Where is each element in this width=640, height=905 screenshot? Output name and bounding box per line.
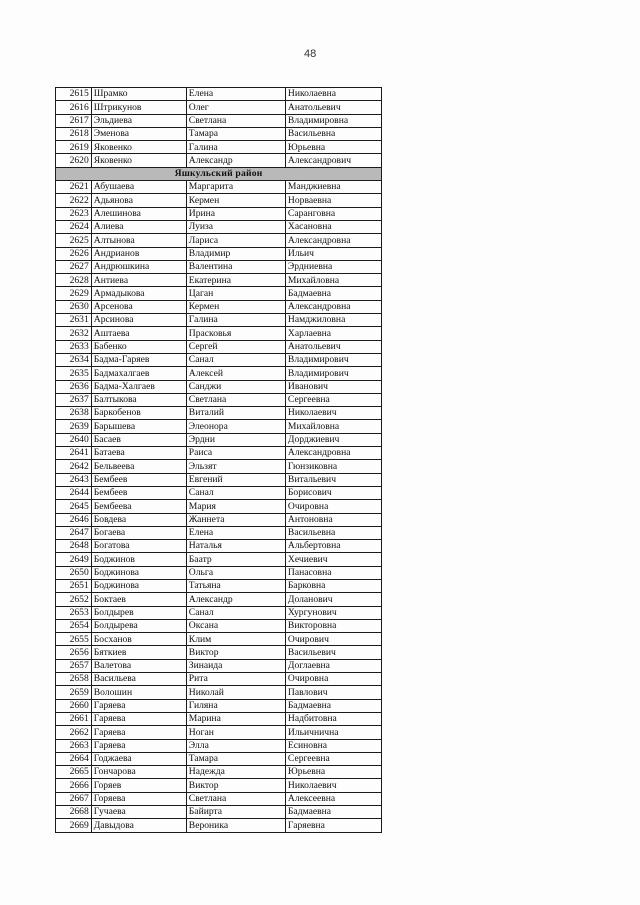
table-row [56,207,382,220]
last-name: Боктаев [91,593,186,606]
table-row [56,433,382,446]
table-row [56,393,382,406]
last-name: Бовдева [91,513,186,526]
record-number: 2620 [56,154,92,167]
table-row [56,553,382,566]
table-row [56,340,382,353]
record-number: 2635 [56,367,92,380]
record-number: 2643 [56,473,92,486]
last-name: Яковенко [91,154,186,167]
record-number: 2651 [56,579,92,592]
table-row [56,566,382,579]
table-row [56,353,382,366]
patronymic: Есиновна [285,739,381,752]
patronymic: Намджиловна [285,314,381,327]
section-title: Яшкульский район [56,167,382,180]
table-row [56,500,382,513]
record-number: 2662 [56,726,92,739]
patronymic: Очирович [285,633,381,646]
first-name: Евгений [186,473,285,486]
table-row [56,127,382,140]
table-row [56,220,382,233]
record-number: 2654 [56,619,92,632]
record-number: 2627 [56,260,92,273]
first-name: Оксана [186,619,285,632]
first-name: Гиляна [186,699,285,712]
last-name: Гончарова [91,766,186,779]
patronymic: Сергеевна [285,393,381,406]
record-number: 2633 [56,340,92,353]
table-row [56,526,382,539]
record-number: 2623 [56,207,92,220]
last-name: Барышева [91,420,186,433]
table-row [56,367,382,380]
patronymic: Иванович [285,380,381,393]
first-name: Елена [186,526,285,539]
patronymic: Бадмаевна [285,806,381,819]
patronymic: Анатольевич [285,340,381,353]
table-row [56,593,382,606]
record-number: 2618 [56,127,92,140]
record-number: 2637 [56,393,92,406]
patronymic: Хургунович [285,606,381,619]
record-number: 2658 [56,673,92,686]
record-number: 2656 [56,646,92,659]
first-name: Александр [186,154,285,167]
last-name: Андрианов [91,247,186,260]
patronymic: Сергеевна [285,752,381,765]
patronymic: Николаевич [285,407,381,420]
first-name: Санал [186,606,285,619]
patronymic: Норваевна [285,194,381,207]
first-name: Раиса [186,447,285,460]
record-number: 2619 [56,141,92,154]
table-row [56,699,382,712]
table-row [56,686,382,699]
patronymic: Викторовна [285,619,381,632]
record-number: 2661 [56,712,92,725]
table-row [56,234,382,247]
first-name: Марина [186,712,285,725]
patronymic: Алексеевна [285,792,381,805]
record-number: 2638 [56,407,92,420]
record-number: 2655 [56,633,92,646]
last-name: Бабенко [91,340,186,353]
last-name: Бельвеева [91,460,186,473]
last-name: Эменова [91,127,186,140]
table-row [56,659,382,672]
table-row [56,673,382,686]
patronymic: Васильевна [285,127,381,140]
patronymic: Гаряевна [285,819,381,832]
last-name: Бембеев [91,486,186,499]
last-name: Батаева [91,447,186,460]
patronymic: Владимирович [285,367,381,380]
patronymic: Очировна [285,673,381,686]
patronymic: Владимировна [285,114,381,127]
last-name: Алешинова [91,207,186,220]
last-name: Богаева [91,526,186,539]
record-number: 2647 [56,526,92,539]
table-row [56,141,382,154]
first-name: Галина [186,141,285,154]
first-name: Алексей [186,367,285,380]
table-row [56,274,382,287]
first-name: Кермен [186,300,285,313]
record-number: 2667 [56,792,92,805]
first-name: Татьяна [186,579,285,592]
last-name: Васильева [91,673,186,686]
table-row [56,154,382,167]
record-number: 2639 [56,420,92,433]
table-row [56,247,382,260]
first-name: Санал [186,486,285,499]
table-row [56,486,382,499]
record-number: 2629 [56,287,92,300]
table-row [56,407,382,420]
first-name: Елена [186,88,285,101]
first-name: Элла [186,739,285,752]
last-name: Горяев [91,779,186,792]
last-name: Боджинова [91,579,186,592]
last-name: Баркобенов [91,407,186,420]
first-name: Маргарита [186,181,285,194]
record-number: 2648 [56,540,92,553]
record-number: 2625 [56,234,92,247]
table-row [56,300,382,313]
first-name: Светлана [186,393,285,406]
first-name: Кермен [186,194,285,207]
patronymic: Дорджиевич [285,433,381,446]
last-name: Бадмахалгаев [91,367,186,380]
first-name: Светлана [186,114,285,127]
table-row [56,420,382,433]
first-name: Екатерина [186,274,285,287]
record-number: 2622 [56,194,92,207]
last-name: Басаев [91,433,186,446]
record-number: 2630 [56,300,92,313]
first-name: Ирина [186,207,285,220]
last-name: Болдырева [91,619,186,632]
last-name: Босханов [91,633,186,646]
patronymic: Анатольевич [285,101,381,114]
registry-table-body [56,88,382,833]
table-row [56,819,382,832]
table-row [56,739,382,752]
patronymic: Барковна [285,579,381,592]
patronymic: Хасановна [285,220,381,233]
table-row [56,646,382,659]
last-name: Давыдова [91,819,186,832]
last-name: Абушаева [91,181,186,194]
first-name: Виталий [186,407,285,420]
record-number: 2653 [56,606,92,619]
first-name: Лариса [186,234,285,247]
record-number: 2621 [56,181,92,194]
last-name: Шрамко [91,88,186,101]
last-name: Годжаева [91,752,186,765]
last-name: Балтыкова [91,393,186,406]
table-row [56,447,382,460]
table-row [56,88,382,101]
first-name: Александр [186,593,285,606]
first-name: Наталья [186,540,285,553]
patronymic: Александрович [285,154,381,167]
last-name: Бадма-Гаряев [91,353,186,366]
record-number: 2642 [56,460,92,473]
first-name: Зинаида [186,659,285,672]
table-row [56,380,382,393]
last-name: Боджинов [91,553,186,566]
patronymic: Очировна [285,500,381,513]
table-row [56,792,382,805]
record-number: 2634 [56,353,92,366]
last-name: Алтынова [91,234,186,247]
patronymic: Павлович [285,686,381,699]
table-row [56,513,382,526]
last-name: Яковенко [91,141,186,154]
first-name: Ольга [186,566,285,579]
first-name: Тамара [186,127,285,140]
table-row [56,473,382,486]
patronymic: Александровна [285,300,381,313]
first-name: Светлана [186,792,285,805]
first-name: Виктор [186,779,285,792]
table-row [56,633,382,646]
table-row [56,194,382,207]
first-name: Сергей [186,340,285,353]
patronymic: Ильичнична [285,726,381,739]
first-name: Жаннета [186,513,285,526]
first-name: Николай [186,686,285,699]
patronymic: Николаевна [285,88,381,101]
record-number: 2624 [56,220,92,233]
first-name: Эльзят [186,460,285,473]
record-number: 2666 [56,779,92,792]
record-number: 2631 [56,314,92,327]
patronymic: Александровна [285,447,381,460]
first-name: Элеонора [186,420,285,433]
record-number: 2646 [56,513,92,526]
last-name: Андрюшкина [91,260,186,273]
record-number: 2615 [56,88,92,101]
patronymic: Надбитовна [285,712,381,725]
record-number: 2616 [56,101,92,114]
last-name: Гучаева [91,806,186,819]
last-name: Богатова [91,540,186,553]
first-name: Байирта [186,806,285,819]
record-number: 2626 [56,247,92,260]
last-name: Антиева [91,274,186,287]
patronymic: Михайловна [285,420,381,433]
table-row [56,101,382,114]
last-name: Волошин [91,686,186,699]
last-name: Арсинова [91,314,186,327]
patronymic: Панасовна [285,566,381,579]
patronymic: Антоновна [285,513,381,526]
record-number: 2664 [56,752,92,765]
first-name: Надежда [186,766,285,779]
patronymic: Доглаевна [285,659,381,672]
last-name: Алиева [91,220,186,233]
record-number: 2657 [56,659,92,672]
patronymic: Васильевич [285,646,381,659]
patronymic: Михайловна [285,274,381,287]
first-name: Тамара [186,752,285,765]
table-row [56,114,382,127]
last-name: Бембеева [91,500,186,513]
first-name: Эрдни [186,433,285,446]
first-name: Рита [186,673,285,686]
record-number: 2649 [56,553,92,566]
patronymic: Александровна [285,234,381,247]
record-number: 2617 [56,114,92,127]
table-row [56,806,382,819]
last-name: Горяева [91,792,186,805]
record-number: 2665 [56,766,92,779]
last-name: Штрикунов [91,101,186,114]
first-name: Клим [186,633,285,646]
last-name: Гаряева [91,699,186,712]
first-name: Галина [186,314,285,327]
patronymic: Манджиевна [285,181,381,194]
last-name: Бембеев [91,473,186,486]
patronymic: Хечиевич [285,553,381,566]
record-number: 2636 [56,380,92,393]
first-name: Виктор [186,646,285,659]
record-number: 2660 [56,699,92,712]
table-row [56,712,382,725]
record-number: 2668 [56,806,92,819]
patronymic: Альбертовна [285,540,381,553]
registry-table [55,87,382,833]
record-number: 2645 [56,500,92,513]
last-name: Болдырев [91,606,186,619]
patronymic: Васильевна [285,526,381,539]
record-number: 2659 [56,686,92,699]
table-row [56,460,382,473]
patronymic: Юрьевна [285,766,381,779]
first-name: Мария [186,500,285,513]
record-number: 2652 [56,593,92,606]
table-row [56,606,382,619]
first-name: Луиза [186,220,285,233]
patronymic: Эрдниевна [285,260,381,273]
patronymic: Витальевич [285,473,381,486]
patronymic: Юрьевна [285,141,381,154]
section-header-row [56,167,382,180]
patronymic: Николаевич [285,779,381,792]
table-row [56,314,382,327]
record-number: 2669 [56,819,92,832]
record-number: 2632 [56,327,92,340]
patronymic: Владимирович [285,353,381,366]
patronymic: Саранговна [285,207,381,220]
first-name: Олег [186,101,285,114]
last-name: Бяткиев [91,646,186,659]
patronymic: Бадмаевна [285,699,381,712]
last-name: Гаряева [91,726,186,739]
record-number: 2663 [56,739,92,752]
patronymic: Доланович [285,593,381,606]
first-name: Санал [186,353,285,366]
record-number: 2641 [56,447,92,460]
last-name: Боджинова [91,566,186,579]
first-name: Санджи [186,380,285,393]
last-name: Адьянова [91,194,186,207]
last-name: Валетова [91,659,186,672]
table-row [56,260,382,273]
last-name: Бадма-Халгаев [91,380,186,393]
patronymic: Ильич [285,247,381,260]
table-row [56,779,382,792]
table-row [56,752,382,765]
table-row [56,726,382,739]
record-number: 2640 [56,433,92,446]
patronymic: Гюнзиковна [285,460,381,473]
last-name: Арсенова [91,300,186,313]
first-name: Владимир [186,247,285,260]
table-row [56,540,382,553]
first-name: Валентина [186,260,285,273]
table-row [56,619,382,632]
patronymic: Бадмаевна [285,287,381,300]
table-row [56,766,382,779]
patronymic: Борисович [285,486,381,499]
last-name: Аштаева [91,327,186,340]
table-row [56,181,382,194]
last-name: Эльдиева [91,114,186,127]
table-row [56,579,382,592]
first-name: Ноган [186,726,285,739]
last-name: Гаряева [91,739,186,752]
table-row [56,327,382,340]
record-number: 2644 [56,486,92,499]
last-name: Гаряева [91,712,186,725]
table-row [56,287,382,300]
first-name: Вероника [186,819,285,832]
first-name: Баатр [186,553,285,566]
first-name: Цаган [186,287,285,300]
record-number: 2628 [56,274,92,287]
patronymic: Харлаевна [285,327,381,340]
last-name: Армадыкова [91,287,186,300]
page-number: 48 [304,48,317,60]
record-number: 2650 [56,566,92,579]
first-name: Прасковья [186,327,285,340]
